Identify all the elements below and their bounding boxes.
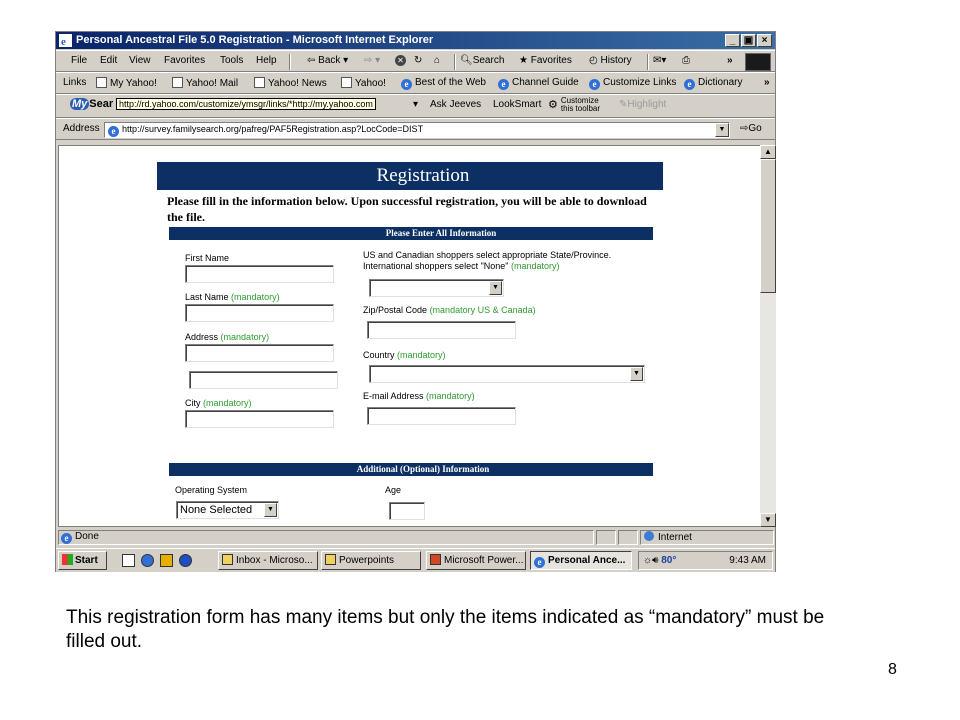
page-icon: [172, 77, 183, 88]
address-dropdown-arrow-icon[interactable]: ▼: [715, 123, 729, 137]
history-button[interactable]: ◴ History: [589, 55, 632, 66]
os-label: Operating System: [175, 485, 248, 495]
status-text-panel: e Done: [58, 530, 594, 545]
slide-number: 8: [888, 661, 897, 678]
email-input[interactable]: [367, 407, 516, 425]
scrollbar-thumb[interactable]: [760, 159, 776, 293]
globe-icon: [644, 531, 654, 541]
link-customize-links[interactable]: e Customize Links: [589, 77, 676, 90]
registration-heading: Registration: [157, 162, 663, 190]
age-input[interactable]: [389, 502, 425, 520]
address-line2-input[interactable]: [189, 371, 338, 389]
ie-page-icon: e: [589, 79, 600, 90]
security-zone-panel: Internet: [640, 530, 774, 545]
search-button[interactable]: 🔍︎Search: [460, 55, 505, 66]
chevron-down-icon[interactable]: ▼: [630, 367, 643, 381]
address-label: Address: [63, 123, 100, 134]
history-icon: ◴: [589, 55, 601, 66]
zip-input[interactable]: [367, 321, 516, 339]
vertical-scrollbar[interactable]: [760, 145, 776, 527]
forward-button[interactable]: ⇨ ▾: [364, 55, 381, 66]
section-required-header: Please Enter All Information: [169, 227, 653, 240]
link-tooltip: http://rd.yahoo.com/customize/ymsgr/links/*http://my.yahoo.com: [116, 98, 376, 110]
customize-icon: ⚙: [548, 99, 558, 111]
mail-button[interactable]: [653, 55, 666, 66]
ask-jeeves-button[interactable]: Ask Jeeves: [430, 99, 482, 110]
highlight-button[interactable]: ✎Highlight: [619, 99, 667, 110]
scroll-down-arrow-icon[interactable]: ▼: [760, 513, 776, 527]
menu-view[interactable]: View: [129, 55, 151, 66]
refresh-icon: ↻: [414, 55, 423, 66]
minimize-button[interactable]: [725, 34, 740, 47]
link-yahoo[interactable]: Yahoo!: [341, 77, 386, 89]
folder-icon: [325, 554, 336, 565]
internet-explorer-icon[interactable]: [141, 554, 154, 567]
browser-window: [55, 31, 776, 572]
task-powerpoints-folder[interactable]: Powerpoints: [321, 551, 421, 570]
city-label: City (mandatory): [185, 398, 252, 408]
task-microsoft-powerpoint[interactable]: Microsoft Power...: [426, 551, 526, 570]
window-title: Personal Ancestral File 5.0 Registration - Microsoft Internet Explorer: [76, 34, 434, 46]
address-field-label: Address (mandatory): [185, 332, 270, 342]
link-my-yahoo[interactable]: My Yahoo!: [96, 77, 157, 89]
svg-text:e: e: [61, 36, 66, 47]
yahoo-search-button[interactable]: My Sear: [72, 98, 114, 110]
go-button[interactable]: ⇨Go: [740, 123, 762, 134]
city-input[interactable]: [185, 410, 334, 428]
address-input[interactable]: e http://survey.familysearch.org/pafreg/PAF5Registration.asp?LocCode=DIST ▼: [104, 122, 730, 138]
last-name-label: Last Name (mandatory): [185, 292, 280, 302]
last-name-input[interactable]: [185, 304, 334, 322]
scroll-up-arrow-icon[interactable]: ▲: [760, 145, 776, 159]
state-note: US and Canadian shoppers select appropriate State/Province. International shoppers select "None" (mandatory): [363, 250, 612, 271]
zip-label: Zip/Postal Code (mandatory US & Canada): [363, 305, 536, 315]
restore-icon: ▣: [743, 35, 754, 46]
ie-page-icon: e: [61, 533, 72, 544]
info-icon[interactable]: [179, 554, 192, 567]
menu-help[interactable]: Help: [256, 55, 277, 66]
menu-file[interactable]: File: [71, 55, 88, 66]
favorites-icon: ★: [519, 55, 531, 66]
highlighter-icon: ✎: [619, 99, 628, 110]
my-yahoo-logo: My: [72, 98, 88, 110]
os-select[interactable]: None Selected ▼: [176, 501, 279, 519]
address-line1-input[interactable]: [185, 344, 334, 362]
looksmart-button[interactable]: LookSmart: [493, 99, 542, 110]
windows-flag-icon: [62, 554, 73, 565]
dropdown-arrow-icon[interactable]: ▾: [413, 99, 419, 110]
desktop-icon[interactable]: [122, 554, 135, 567]
chevron-down-icon[interactable]: ▼: [489, 281, 502, 295]
favorites-button[interactable]: ★ Favorites: [519, 55, 572, 66]
menu-bar: [56, 50, 775, 72]
first-name-input[interactable]: [185, 265, 334, 283]
toolbar-separator: [289, 54, 291, 70]
stop-icon: ✕: [395, 55, 406, 66]
home-icon: ⌂: [434, 55, 441, 66]
ie-page-icon: e: [498, 79, 509, 90]
clock[interactable]: 9:43 AM: [729, 555, 766, 566]
printer-icon: ⎙: [682, 55, 690, 66]
menu-edit[interactable]: Edit: [100, 55, 118, 66]
slide-caption: This registration form has many items but only the items indicated as “mandatory” must be filled out.: [66, 607, 825, 652]
country-select[interactable]: [369, 365, 645, 383]
ie-page-icon: e: [684, 79, 695, 90]
weather-temp[interactable]: 80°: [661, 555, 677, 566]
task-inbox[interactable]: Inbox - Microso...: [218, 551, 318, 570]
state-select[interactable]: [369, 279, 504, 297]
windows-logo-icon: [745, 53, 771, 71]
yahoo-companion-bar: [56, 94, 775, 118]
inbox-icon: [222, 554, 233, 565]
toolbar-chevron[interactable]: »: [727, 55, 733, 66]
address-bar: [56, 118, 775, 140]
page-icon: [96, 77, 107, 88]
toolbar-separator: [647, 54, 649, 70]
link-best-of-the-web[interactable]: e Best of the Web: [401, 77, 486, 90]
back-button[interactable]: ⇦ Back ▾: [307, 55, 349, 66]
print-button[interactable]: [682, 55, 690, 66]
forward-arrow-icon: ⇨: [364, 55, 373, 66]
first-name-label: First Name: [185, 253, 230, 263]
menu-favorites[interactable]: Favorites: [164, 55, 206, 66]
link-yahoo-mail[interactable]: Yahoo! Mail: [172, 77, 238, 89]
status-panel: [596, 530, 616, 545]
age-label: Age: [385, 485, 402, 495]
mail-icon: ✉▾: [653, 55, 667, 66]
link-channel-guide[interactable]: e Channel Guide: [498, 77, 579, 90]
start-button[interactable]: Start: [58, 551, 107, 570]
stop-button[interactable]: [395, 55, 406, 66]
section-optional-header: Additional (Optional) Information: [169, 463, 653, 476]
status-bar: [56, 529, 775, 547]
chevron-down-icon[interactable]: ▼: [264, 503, 277, 517]
intro-text: Please fill in the information below. Upon successful registration, you will be able to download the file.: [167, 194, 647, 224]
link-yahoo-news[interactable]: Yahoo! News: [254, 77, 327, 89]
internet-explorer-icon: e: [534, 557, 545, 568]
link-dictionary[interactable]: e Dictionary: [684, 77, 742, 90]
page-icon: [254, 77, 265, 88]
email-label: E-mail Address (mandatory): [363, 391, 475, 401]
title-bar[interactable]: [56, 32, 775, 49]
close-icon: ×: [761, 35, 768, 46]
close-button[interactable]: [757, 34, 772, 47]
minimize-icon: _: [729, 35, 736, 46]
menu-tools[interactable]: Tools: [220, 55, 244, 66]
outlook-icon[interactable]: [160, 554, 173, 567]
back-arrow-icon: ⇦: [307, 55, 319, 66]
refresh-button[interactable]: [414, 55, 422, 66]
links-label: Links: [63, 77, 87, 88]
go-arrow-icon: ⇨: [740, 123, 749, 134]
powerpoint-icon: [430, 554, 441, 565]
search-icon: 🔍︎: [460, 55, 473, 66]
taskbar: [56, 548, 775, 572]
system-tray: [638, 551, 773, 570]
customize-toolbar-button[interactable]: ⚙ Customize this toolbar: [548, 96, 601, 113]
internet-explorer-icon: [59, 34, 72, 47]
restore-button[interactable]: [741, 34, 756, 47]
task-personal-ancestral[interactable]: e Personal Ance...: [530, 551, 632, 570]
tray-icons[interactable]: ☼🔊︎: [643, 555, 659, 566]
home-button[interactable]: [434, 55, 440, 66]
links-chevron[interactable]: »: [764, 77, 770, 88]
status-panel: [618, 530, 638, 545]
page-content: [58, 145, 761, 527]
links-bar: [56, 72, 775, 94]
country-label: Country (mandatory): [363, 350, 446, 360]
page-icon: [341, 77, 352, 88]
ie-page-icon: e: [108, 126, 119, 137]
toolbar-separator: [454, 54, 456, 70]
ie-page-icon: e: [401, 79, 412, 90]
